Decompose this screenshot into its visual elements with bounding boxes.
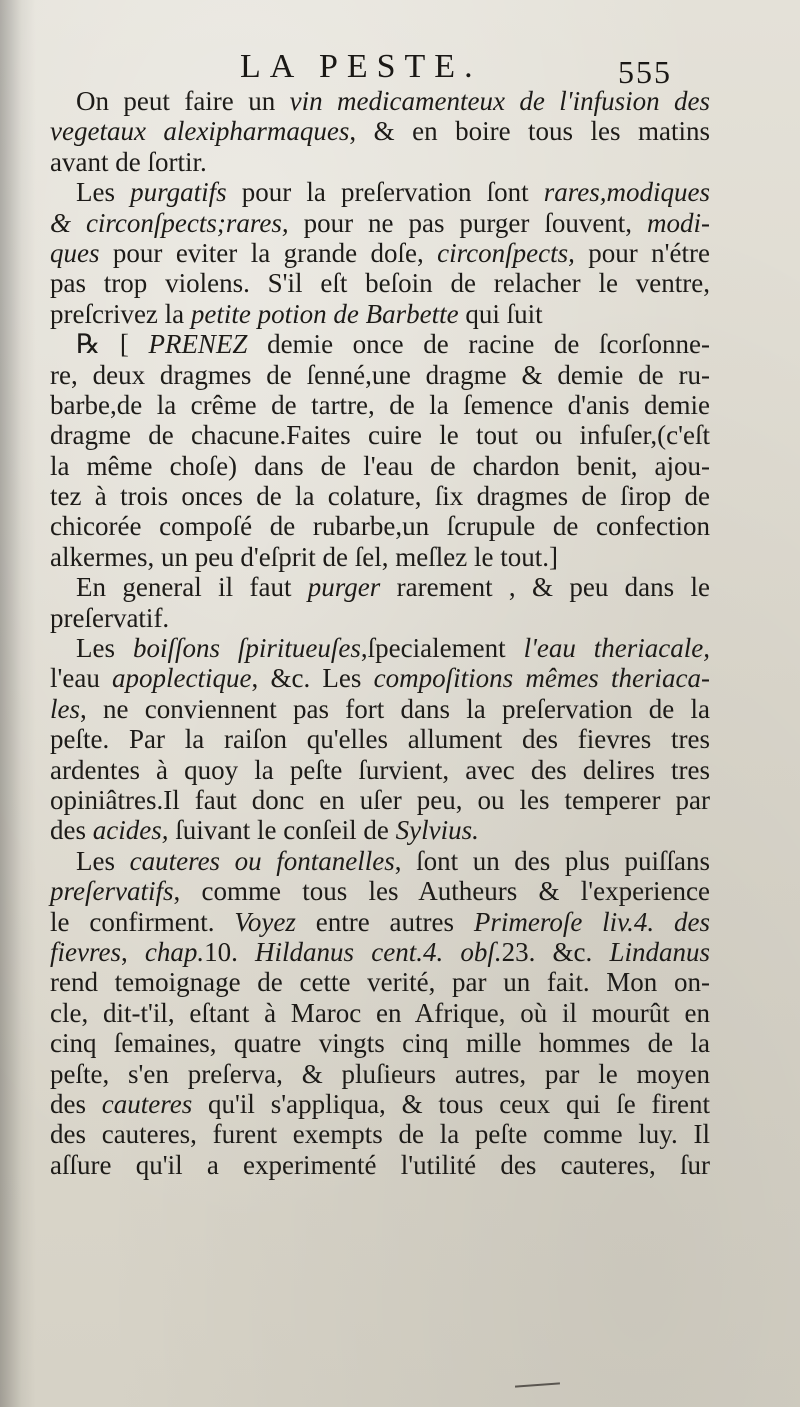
text-line: opiniâtres.Il faut donc en uſer peu, ou les temperer par: [50, 784, 710, 815]
text-line: preſcrivez la petite potion de Barbette qui ſuit: [50, 298, 543, 329]
text-line: pas trop violens. S'il eſt beſoin de relacher le ventre,: [50, 268, 710, 299]
text-line: ardentes à quoy la peſte ſurvient, avec des delires tres: [50, 754, 710, 785]
text-line: chicorée compoſé de rubarbe,un ſcrupule de confection: [50, 511, 710, 542]
text-line: re, deux dragmes de ſenné,une dragme & demie de ru-: [50, 359, 710, 390]
catchword-mark: [515, 1382, 560, 1387]
text-line: alkermes, un peu d'eſprit de ſel, meſlez le tout.]: [50, 541, 558, 572]
text-line: cinq ſemaines, quatre vingts cinq mille hommes de la: [50, 1028, 710, 1059]
body-text: [50, 86, 710, 1180]
running-title: LA PESTE.: [240, 48, 482, 85]
text-line: Les purgatifs pour la preſervation ſont rares,modiques: [76, 177, 711, 208]
text-line: avant de ſortir.: [50, 146, 207, 177]
text-line: En general il faut purger rarement , & peu dans le: [76, 572, 710, 603]
text-line: aſſure qu'il a experimenté l'utilité des cauteres, ſur: [50, 1149, 710, 1180]
text-line: les, ne conviennent pas fort dans la preſervation de la: [50, 693, 710, 724]
text-line: des cauteres, furent exempts de la peſte comme luy. Il: [50, 1119, 710, 1150]
text-line: cle, dit-t'il, eſtant à Maroc en Afrique, où il mourût en: [50, 997, 710, 1028]
text-line: peſte. Par la raiſon qu'elles allument des fievres tres: [50, 724, 710, 755]
text-line: rend temoignage de cette verité, par un fait. Mon on-: [50, 967, 710, 998]
text-line: vegetaux alexipharmaques, & en boire tous les matins: [50, 116, 710, 147]
text-line: tez à trois onces de la colature, ſix dragmes de ſirop de: [50, 481, 710, 512]
text-line: des cauteres qu'il s'appliqua, & tous ceux qui ſe firent: [50, 1088, 710, 1119]
binding-shadow: [0, 0, 36, 1407]
text-line: Les boiſſons ſpiritueuſes,ſpecialement l'eau theriacale,: [76, 633, 710, 664]
text-line: & circonſpects;rares, pour ne pas purger ſouvent, modi-: [50, 207, 711, 238]
text-line: l'eau apoplectique, &c. Les compoſitions mêmes theriaca-: [50, 663, 710, 694]
text-line: barbe,de la crême de tartre, de la ſemence d'anis demie: [50, 389, 710, 420]
text-line: preſervatifs, comme tous les Autheurs & l'experience: [50, 876, 710, 907]
text-line: Les cauteres ou fontanelles, ſont un des plus puiſſans: [76, 845, 711, 876]
text-line: peſte, s'en preſerva, & pluſieurs autres, par le moyen: [50, 1058, 710, 1089]
text-line: fievres, chap.10. Hildanus cent.4. obſ.23. &c. Lindanus: [50, 936, 710, 967]
text-line: le confirment. Voyez entre autres Primeroſe liv.4. des: [50, 906, 710, 937]
text-line: On peut faire un vin medicamenteux de l'infusion des: [76, 86, 711, 116]
text-line: des acides, ſuivant le conſeil de Sylvius.: [50, 815, 479, 846]
page-number: 555: [618, 54, 672, 90]
text-line: la même choſe) dans de l'eau de chardon benit, ajou-: [50, 450, 710, 481]
text-line: ques pour eviter la grande doſe, circonſpects, pour n'étre: [50, 237, 710, 268]
text-line: dragme de chacune.Faites cuire le tout ou infuſer,(c'eſt: [50, 420, 710, 451]
text-line: ℞ [ PRENEZ demie once de racine de ſcorſonne-: [76, 329, 710, 360]
text-line: preſervatif.: [50, 602, 170, 633]
